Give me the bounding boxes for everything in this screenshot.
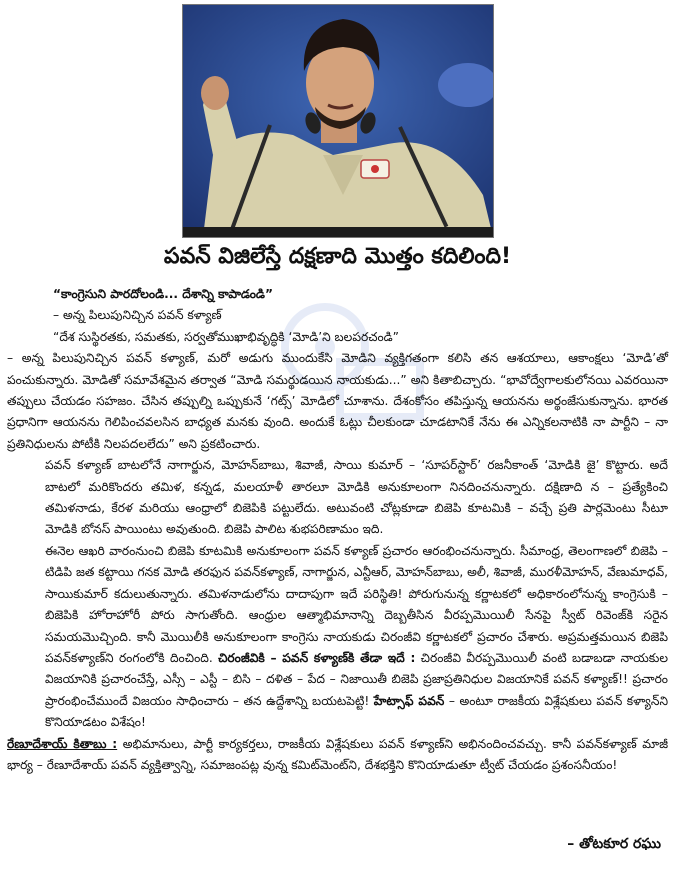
paragraph-3-part-c: – అంటూ రాజకీయ విశ్లేషకులు పవన్ కళ్యాన్‌ని కొనియాడటం విశేషం! [45, 693, 668, 730]
author-signature: – తోటకూర రఘు [567, 836, 661, 852]
speaker-photo [182, 4, 494, 238]
paragraph-3-part-a: ఈనెల ఆఖరి వారంనుంచి బిజెపి కూటమికి అనుకూలంగా పవన్ కళ్యాణ్ ప్రచారం ఆరంభించనున్నారు. సీమాంధ్ర, తెలంగాణలో బిజెపి – టిడిపి జత కట్టాయి గనక మోడి తరఫున పవన్‌కళ్యాణ్, నాగార్జున, ఎన్టీఆర్, మోహన్‌బాబు, అలీ, శివాజీ, మురళీమోహన్, వేణుమాధవ్, సాయికుమార్ కదులుతున్నారు. తమిళనాడులోను దాదాపుగా ఇదే పరిస్థితి! పోరుగునున్న కర్ణాటకలో అధికారంలోనున్న కాంగ్రెసుకి – బిజెపికి హోరాహోరీ పోరు సాగుతోంది. ఆంధ్రుల ఆత్మాభిమానాన్ని దెబ్బతీసిన వీరప్పమొయిలీ సేనపై స్వీట్ రివెంజ్‌కి సరైన సమయమొచ్చింది. కానీ మొయిలీకి అనుకూలంగా కాంగ్రెసు నాయకుడు చిరంజీవి కర్ణాటకలో ప్రచారం చేశారు. అప్రమత్తమయిన బిజెపి పవన్‌కళ్యాణ్‌ని రంగంలోకి దించింది. [45, 543, 668, 665]
paragraph-1: – అన్న పిలుపునిచ్చిన పవన్ కళ్యాణ్, మరో అడుగు ముందుకేసి మోడిని వ్యక్తిగతంగా కలిసి తన ఆశయాలు, ఆకాంక్షలు ‘మోడి’తో పంచుకున్నారు. మోడితో సమావేశమైన తర్వాత “మోడి సమర్థుడయిన నాయకుడు...” అని కితాబిచ్చారు. “భావోద్వేగాలకులోనయి ఎవరయినా తప్పులు చేయడం సహజం. చేసిన తప్పుల్ని ఒప్పుకునే ‘గట్స్’ మోడిలో చూశాను. దేశంకోసం తపిస్తున్న ఆయనను అర్థంజేసుకున్నాను. భారత ప్రధానిగా ఆయనను గెలిపించవలసిన బాధ్యత మనకు వుంది. అందుకే ఓట్లు చీలకుండా చూడటానికే నేను ఈ ఎన్నికలనాటికి నా పార్టీని – నా ప్రతినిధులను పోటీకి నిలపదలలేదు” అని ప్రకటించారు. [7, 351, 668, 451]
paragraph-3-highlight: చిరంజీవికి – పవన్ కళ్యాణ్‌కి తేడా ఇదే : [218, 650, 416, 665]
article-body [7, 284, 668, 776]
slogan-line: “దేశ సుస్థిరతకు, సమతకు, సర్వతోముఖాభివృద్ధికి ‘మోడి’ని బలపరచండి” [53, 329, 399, 344]
paragraph-2: పవన్ కళ్యాణ్ బాటలోనే నాగార్జున, మోహన్‌బాబు, శివాజీ, సాయి కుమార్ – ‘సూపర్‌స్టార్’ రజనీకాంత్ ‘మోడికి జై’ కొట్టారు. అదే బాటలో మరికొందరు తమిళ, కన్నడ, మలయాళీ తారలూ మోడికి అనుకూలంగా నినదించనున్నారు. దక్షిణాది న – ప్రత్యేకించి తమిళనాడు, కేరళ మరియు ఆంధ్రాలో బిజెపికి పట్టులేదు. అటువంటి చోట్లకూడా బిజెపి కూటమికి – వచ్చే ప్రతి పార్లమెంటు సీటూ మోడికి బోనస్ పాయింటు అవుతుంది. బిజెపి పాలిట శుభపరిణామం ఇది. [45, 458, 668, 537]
paragraph-4-text: అభిమానులు, పార్టీ కార్యకర్తలు, రాజకీయ విశ్లేషకులు పవన్ కళ్యాణ్‌ని అభినందించవచ్చు. కానీ పవన్‌కళ్యాణ్ మాజీ భార్య – రేణూదేశాయ్ పవన్ వ్యక్తిత్వాన్ని, సమాజంపట్ల వున్న కమిట్‌మెంట్‌ని, దేశభక్తిని కొనియాడుతూ ట్వీట్ చేయడం ప్రశంసనీయం! [7, 736, 668, 772]
paragraph-3-hats-off: హేట్సాఫ్ పవన్ [373, 693, 445, 708]
quote-title: “కాంగ్రెసుని పారదోలండి... దేశాన్ని కాపాడండి” [53, 287, 273, 301]
call-line: – అన్న పిలుపునిచ్చిన పవన్ కళ్యాణ్ [53, 308, 222, 323]
article-headline: పవన్ విజిలేస్తే దక్షణాది మొత్తం కదిలింది! [163, 244, 512, 269]
paragraph-4-label: రేణూదేశాయ్ కితాబు : [7, 736, 118, 751]
paragraph-4 [7, 734, 668, 777]
paragraph-3-part-b: చిరంజీవి వీరప్పమొయిలీ వంటి బడాబడా నాయకుల విజయానికి ప్రచారంచేస్తే, ఎస్సీ – ఎస్టీ – బిసి – దళిత – పేద – నిజాయితీ బిజెపి ప్రజాప్రతినిధుల విజయానికే పవన్ కళ్యాణ్!! ప్రచారం ప్రారంభించేముందే విజయం సాధించారు – తన ఉద్దేశాన్ని బయటపెట్టి! [45, 650, 668, 708]
speaker-photo-illustration [183, 5, 493, 237]
paragraph-3 [7, 541, 668, 734]
